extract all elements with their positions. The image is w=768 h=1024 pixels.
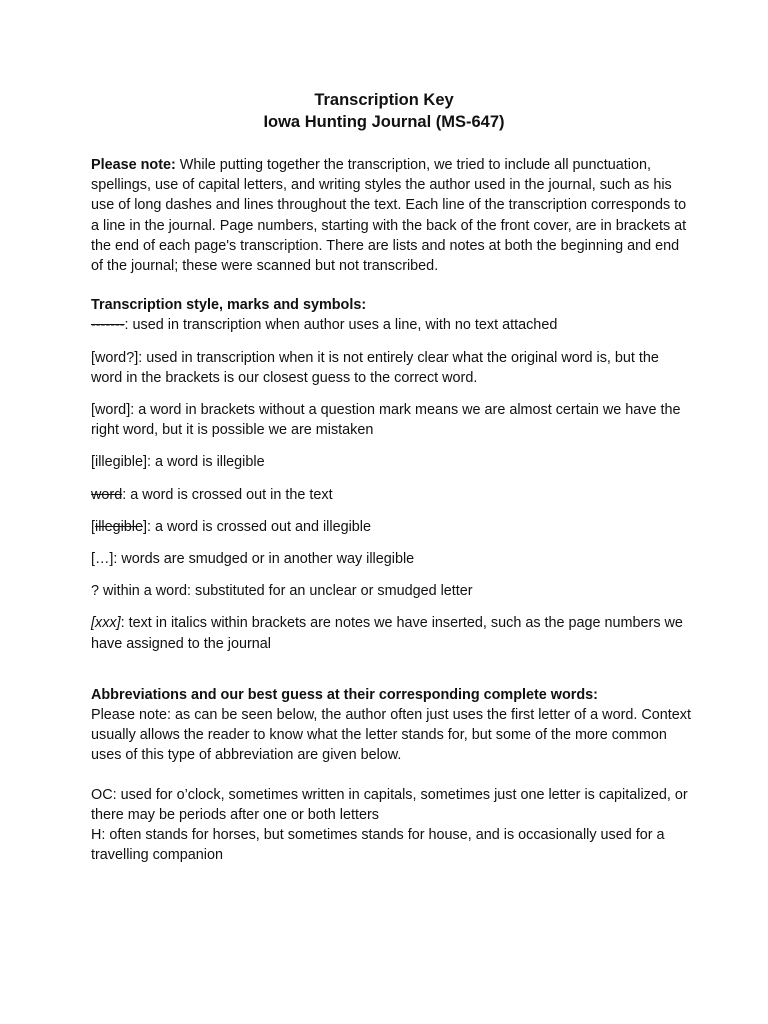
- item-text: : used in transcription when it is not entirely clear what the original word is, but the word in the brackets is our closest guess to the correct word.: [91, 349, 659, 386]
- item-text: : a word is crossed out and illegible: [147, 518, 371, 535]
- item-mark-struck: illegible: [95, 518, 143, 535]
- note-text: While putting together the transcription, we tried to include all punctuation, spellings, use of capital letters, and writing styles the author used in the journal, such as his use of long dashes and lines throughout the text. Each line of the transcription corresponds to a line in the journal. Page numbers, starting with the back of the front cover, are in brackets at the end of each page's transcription. There are lists and notes at both the beginning and end of the journal; these were scanned but not transcribed.: [91, 157, 687, 275]
- abbrev-item-oc: OC: used for o’clock, sometimes written in capitals, sometimes just one letter is capitalized, or there may be periods after one or both letters: [91, 786, 688, 823]
- item-mark: word: [91, 486, 123, 503]
- style-item-dash: [91, 315, 691, 335]
- abbrev-heading: Abbreviations and our best guess at their corresponding complete words:: [91, 686, 598, 703]
- style-item-question-mark: [91, 581, 691, 601]
- abbrev-item-h: H: often stands for horses, but sometimes stands for house, and is occasionally used for a travelling companion: [91, 827, 665, 864]
- title-line-2: Iowa Hunting Journal (MS-647): [263, 113, 505, 131]
- style-item-crossed-out: [91, 485, 691, 505]
- item-mark-open: [: [91, 518, 95, 535]
- style-item-word-question: [91, 348, 691, 388]
- item-mark: [word?]: [91, 349, 139, 366]
- item-mark: ? within a word: [91, 583, 187, 600]
- item-text: : text in italics within brackets are notes we have inserted, such as the page numbers we have assigned to the journal: [91, 615, 683, 652]
- document-title: [0, 89, 768, 133]
- item-mark-close: ]: [143, 518, 147, 535]
- style-item-smudged: [91, 549, 691, 569]
- style-item-word-bracket: [91, 400, 691, 440]
- abbrev-note: Please note: as can be seen below, the author often just uses the first letter of a word. Context usually allows the reader to know what the letter stands for, but some of the more common uses of this type of abbreviation are given below.: [91, 707, 691, 764]
- style-item-illegible: [91, 452, 691, 472]
- item-text: : words are smudged or in another way illegible: [113, 551, 415, 568]
- note-label: Please note:: [91, 157, 176, 173]
- item-mark: [illegible]: [91, 454, 147, 471]
- item-mark: -------: [91, 317, 125, 334]
- title-line-1: Transcription Key: [314, 91, 454, 109]
- item-text: : a word is illegible: [147, 454, 265, 471]
- document-body: [91, 155, 691, 865]
- item-text: : a word is crossed out in the text: [122, 486, 333, 503]
- item-text: : substituted for an unclear or smudged letter: [187, 583, 473, 600]
- style-heading: Transcription style, marks and symbols:: [91, 297, 367, 314]
- item-mark: [word]: [91, 402, 131, 419]
- item-mark: […]: [91, 551, 114, 568]
- item-text: : used in transcription when author uses a line, with no text attached: [124, 317, 558, 334]
- style-item-italic-notes: [91, 613, 691, 653]
- item-text: : a word in brackets without a question mark means we are almost certain we have the right word, but it is possible we are mistaken: [91, 402, 681, 439]
- item-mark: [xxx]: [91, 615, 121, 632]
- style-item-crossed-illegible: [91, 517, 691, 537]
- note-paragraph: [91, 155, 691, 276]
